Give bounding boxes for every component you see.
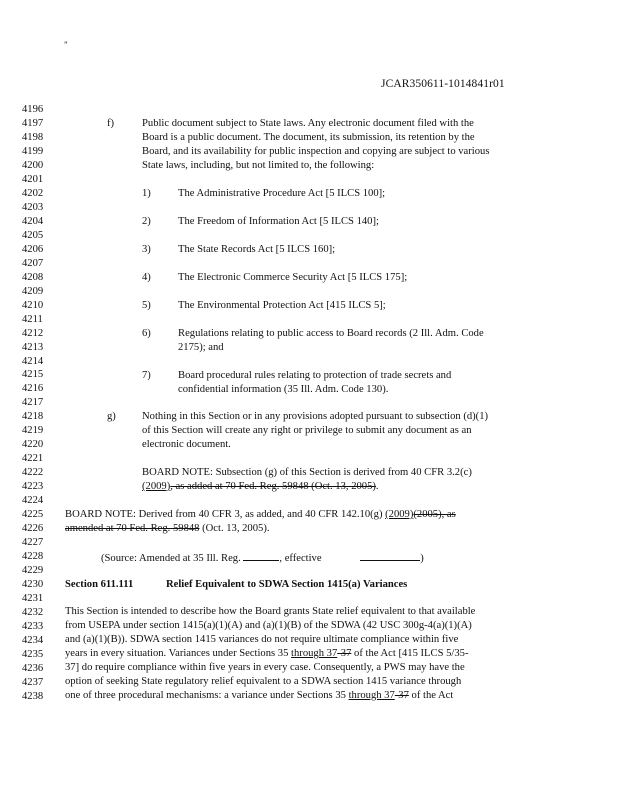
subsection-f-line (0, 145, 618, 158)
line-number-text: 4214 (22, 355, 44, 367)
subsection-g-board-note (0, 466, 618, 479)
subsection-g-text-1: Nothing in this Section or in any provisions adopted pursuant to subsection (d)(1) (142, 411, 489, 422)
line-number-text: 4215 (22, 369, 44, 381)
list-item-number: 5) (142, 300, 151, 311)
subsection-f-text-2: Board is a public document. The document, its submission, its retention by the (142, 132, 475, 143)
line-number-text: 4209 (22, 285, 44, 297)
list-item (0, 187, 618, 200)
line-number-text: 4217 (22, 397, 44, 409)
line-number-text: 4211 (22, 313, 43, 325)
body-line (0, 605, 618, 618)
subsection-f-text-3: Board, and its availability for public inspection and copying are subject to various (142, 146, 490, 157)
list-item (0, 299, 618, 312)
section-board-note (0, 522, 618, 535)
list-item (0, 327, 618, 340)
line-number-text: 4202 (22, 187, 44, 199)
list-item (0, 369, 618, 382)
list-item-number: 3) (142, 244, 151, 255)
body-text: from USEPA under section 1415(a)(1)(A) and (a)(1)(B) of the SDWA (42 USC 300g-4(a)(1)(A) (65, 620, 472, 631)
body-text: option of seeking State regulatory relief equivalent to a SDWA section 1415 variance through (65, 676, 462, 687)
line-number-text: 4222 (22, 467, 44, 479)
line-number-text: 4236 (22, 662, 44, 674)
subsection-f-line (0, 159, 618, 172)
line-number-text: 4233 (22, 620, 44, 632)
line-number-text: 4230 (22, 579, 44, 590)
line-number (0, 536, 618, 549)
line-number-text: 4231 (22, 593, 44, 604)
line-number (0, 355, 618, 368)
line-number-text: 4219 (22, 425, 44, 437)
source-line (0, 550, 618, 563)
body-line (0, 619, 618, 632)
line-number (0, 173, 618, 186)
line-number (0, 285, 618, 298)
line-number-text: 4196 (22, 104, 44, 115)
body-line (0, 647, 618, 660)
line-number (0, 229, 618, 242)
line-number-text: 4235 (22, 648, 44, 660)
note-end: . (375, 481, 379, 492)
list-item-text: Board procedural rules relating to protection of trade secrets and (178, 370, 452, 381)
line-number-text: 4212 (22, 327, 44, 339)
register-blank (243, 550, 279, 561)
line-number-text: 4220 (22, 439, 44, 451)
line-number (0, 452, 618, 465)
list-item-continuation (0, 341, 618, 354)
subsection-g-line (0, 410, 618, 423)
section-title: Relief Equivalent to SDWA Section 1415(a) Variances (166, 579, 408, 590)
list-item-number: 2) (142, 216, 151, 227)
line-number-text: 4200 (22, 159, 44, 171)
line-number-text: 4238 (22, 690, 44, 702)
line-number-text: 4227 (22, 537, 44, 549)
list-item-number: 6) (142, 328, 151, 339)
body-text: 37] do require compliance within five years in every case. Consequently, a PWS may have the (65, 662, 465, 673)
list-item-text: confidential information (35 Ill. Adm. Code 130). (178, 384, 389, 395)
line-number-text: 4208 (22, 271, 44, 283)
line-number-text: 4237 (22, 676, 44, 688)
line-number (0, 494, 618, 507)
line-number-text: 4201 (22, 173, 44, 185)
body-line (0, 633, 618, 646)
section-heading (0, 578, 618, 591)
deleted-text: (2005), as (413, 509, 456, 520)
source-middle: , effective (279, 553, 325, 564)
list-item-text: 2175); and (178, 342, 224, 353)
line-number-text: 4210 (22, 299, 44, 311)
line-number-text: 4206 (22, 243, 44, 255)
board-note-text: BOARD NOTE: Subsection (g) of this Section is derived from 40 CFR 3.2(c) (142, 467, 472, 478)
body-text: one of three procedural mechanisms: a variance under Sections 35 (65, 690, 349, 701)
line-number-text: 4229 (22, 565, 44, 576)
line-number-text: 4223 (22, 481, 44, 493)
subsection-g-text-2: of this Section will create any right or privilege to submit any document as an (142, 425, 472, 436)
board-note-text: (Oct. 13, 2005). (199, 523, 270, 534)
section-number: Section 611.111 (65, 579, 134, 590)
list-item (0, 215, 618, 228)
deleted-text: -37 (337, 648, 352, 659)
list-item-text: The Electronic Commerce Security Act [5 ILCS 175]; (178, 272, 408, 283)
inserted-text: through 37 (291, 648, 338, 659)
corner-mark: ” (64, 40, 68, 49)
subsection-f-text-4: State laws, including, but not limited to, the following: (142, 160, 375, 171)
body-line (0, 675, 618, 688)
document-header-code: JCAR350611-1014841r01 (381, 78, 505, 90)
deleted-text: -37 (394, 690, 409, 701)
source-prefix: (Source: Amended at 35 Ill. Reg. (101, 553, 244, 564)
line-number-text: 4213 (22, 341, 44, 353)
deleted-text: , as added at 70 Fed. Reg. 59848 (Oct. 13, 2005) (170, 481, 376, 492)
line-number (0, 103, 618, 116)
subsection-f-line (0, 117, 618, 130)
list-item-number: 7) (142, 370, 151, 381)
line-number-text: 4216 (22, 383, 44, 395)
line-number-text: 4203 (22, 201, 44, 213)
subsection-g-label: g) (107, 411, 116, 422)
line-number (0, 592, 618, 605)
line-number-text: 4218 (22, 411, 44, 423)
body-text: of the Act [415 ILCS 5/35- (351, 648, 469, 659)
body-line (0, 661, 618, 674)
list-item-text: Regulations relating to public access to Board records (2 Ill. Adm. Code (178, 328, 484, 339)
list-item (0, 271, 618, 284)
line-number (0, 257, 618, 270)
line-number (0, 396, 618, 409)
list-item-text: The State Records Act [5 ILCS 160]; (178, 244, 336, 255)
line-number-text: 4199 (22, 145, 44, 157)
subsection-g-line (0, 424, 618, 437)
line-number-text: 4234 (22, 634, 44, 646)
list-item-text: The Administrative Procedure Act [5 ILCS 100]; (178, 188, 386, 199)
line-number-text: 4207 (22, 257, 44, 269)
body-text: years in every situation. Variances under Sections 35 (65, 648, 292, 659)
subsection-f-text-1: Public document subject to State laws. Any electronic document filed with the (142, 118, 474, 129)
body-text: This Section is intended to describe how the Board grants State relief equivalent to that available (65, 606, 476, 617)
body-line (0, 689, 618, 702)
line-number (0, 313, 618, 326)
line-number-text: 4226 (22, 523, 44, 535)
line-number-text: 4204 (22, 215, 44, 227)
inserted-text: (2009) (385, 509, 414, 520)
subsection-g-line (0, 438, 618, 451)
line-number-text: 4221 (22, 453, 44, 465)
section-board-note (0, 508, 618, 521)
line-number-text: 4198 (22, 131, 44, 143)
subsection-g-text-3: electronic document. (142, 439, 231, 450)
line-number-text: 4224 (22, 495, 44, 507)
inserted-text: through 37 (348, 690, 395, 701)
line-number-text: 4228 (22, 551, 44, 562)
line-number-text: 4225 (22, 509, 44, 521)
subsection-f-label: f) (107, 118, 115, 129)
list-item-continuation (0, 383, 618, 396)
list-item (0, 243, 618, 256)
subsection-f-line (0, 131, 618, 144)
effective-date-blank (360, 550, 420, 561)
body-text: of the Act (408, 690, 454, 701)
deleted-text: amended at 70 Fed. Reg. 59848 (65, 523, 200, 534)
line-number-text: 4205 (22, 229, 44, 241)
inserted-text: (2009) (142, 481, 171, 492)
line-number-text: 4232 (22, 606, 44, 618)
line-number (0, 201, 618, 214)
list-item-text: The Environmental Protection Act [415 ILCS 5]; (178, 300, 386, 311)
list-item-text: The Freedom of Information Act [5 ILCS 140]; (178, 216, 379, 227)
source-suffix: ) (420, 553, 424, 564)
board-note-text: BOARD NOTE: Derived from 40 CFR 3, as added, and 40 CFR 142.10(g) (65, 509, 386, 520)
line-number (0, 564, 618, 577)
body-text: and (a)(1)(B)). SDWA section 1415 variances do not require ultimate compliance within five (65, 634, 459, 645)
list-item-number: 4) (142, 272, 151, 283)
subsection-g-board-note (0, 480, 618, 493)
line-number-text: 4197 (22, 118, 44, 129)
list-item-number: 1) (142, 188, 151, 199)
